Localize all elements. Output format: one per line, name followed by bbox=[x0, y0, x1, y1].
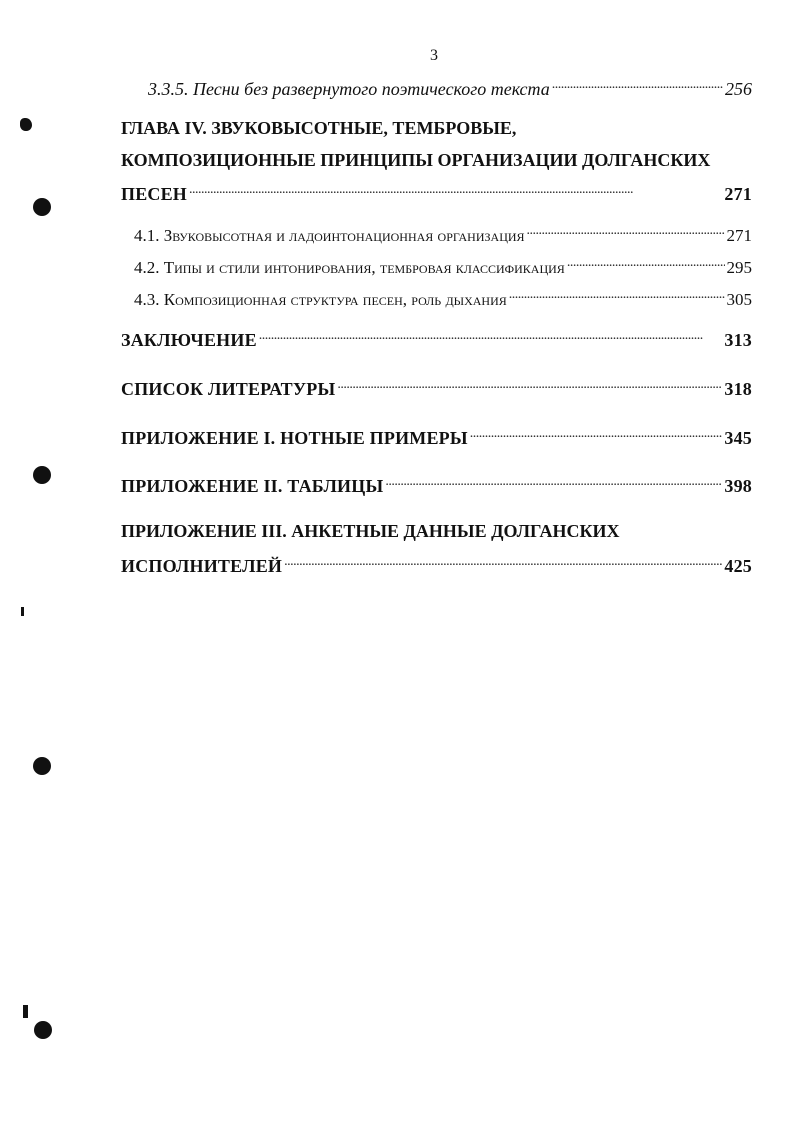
toc-chapter-4[interactable] bbox=[121, 182, 752, 205]
dot-leader bbox=[509, 288, 725, 305]
toc-entry-page: 271 bbox=[726, 226, 752, 245]
toc-entry-text: ЗАКЛЮЧЕНИЕ bbox=[121, 330, 257, 350]
toc-chapter-4-line1: ГЛАВА IV. ЗВУКОВЫСОТНЫЕ, ТЕМБРОВЫЕ, bbox=[121, 118, 517, 138]
toc-section-4-3[interactable] bbox=[134, 288, 752, 310]
toc-appendix-3-line1: ПРИЛОЖЕНИЕ III. АНКЕТНЫЕ ДАННЫЕ ДОЛГАНСКИХ bbox=[121, 521, 620, 541]
toc-entry-page: 256 bbox=[725, 79, 752, 99]
toc-appendix-2[interactable] bbox=[121, 474, 752, 497]
toc-entry-text: 4.3. Композиционная структура песен, роль дыхания bbox=[134, 290, 507, 309]
dot-leader bbox=[527, 224, 725, 241]
dot-leader bbox=[552, 77, 723, 95]
toc-appendix-1[interactable] bbox=[121, 426, 752, 449]
dot-leader bbox=[385, 474, 722, 492]
toc-bibliography[interactable] bbox=[121, 377, 752, 400]
dot-leader bbox=[337, 377, 722, 395]
toc-entry-text: 4.2. Типы и стили интонирования, тембровая классификация bbox=[134, 258, 565, 277]
toc-chapter-4-line2: КОМПОЗИЦИОННЫЕ ПРИНЦИПЫ ОРГАНИЗАЦИИ ДОЛГАНСКИХ bbox=[121, 150, 711, 170]
toc-entry-text: ПРИЛОЖЕНИЕ I. НОТНЫЕ ПРИМЕРЫ bbox=[121, 428, 468, 448]
toc-conclusion[interactable] bbox=[121, 328, 752, 351]
dot-leader bbox=[567, 256, 725, 273]
toc-entry-3-3-5[interactable] bbox=[148, 77, 752, 100]
dot-leader bbox=[470, 426, 723, 444]
toc-entry-page: 305 bbox=[726, 290, 752, 309]
toc-appendix-3[interactable] bbox=[121, 554, 752, 577]
toc-entry-page: 425 bbox=[724, 556, 752, 576]
toc-entry-text: 4.1. Звуковысотная и ладоинтонационная организация bbox=[134, 226, 525, 245]
toc-entry-page: 295 bbox=[726, 258, 752, 277]
toc-entry-text: ПЕСЕН bbox=[121, 184, 188, 204]
page-number: 3 bbox=[430, 47, 438, 64]
toc-section-4-2[interactable] bbox=[134, 256, 752, 278]
toc-entry-page: 398 bbox=[724, 476, 752, 496]
dot-leader bbox=[189, 182, 722, 200]
dot-leader bbox=[284, 554, 722, 572]
dot-leader bbox=[259, 328, 723, 346]
toc-section-4-1[interactable] bbox=[134, 224, 752, 246]
toc-entry-text: СПИСОК ЛИТЕРАТУРЫ bbox=[121, 379, 336, 399]
toc-entry-page: 313 bbox=[724, 330, 752, 350]
toc-entry-text: 3.3.5. Песни без развернутого поэтического текста bbox=[148, 79, 550, 99]
toc-entry-text: ПРИЛОЖЕНИЕ II. ТАБЛИЦЫ bbox=[121, 476, 384, 496]
toc-entry-page: 318 bbox=[724, 379, 752, 399]
toc-entry-text: ИСПОЛНИТЕЛЕЙ bbox=[121, 556, 283, 576]
toc-entry-page: 271 bbox=[724, 184, 752, 204]
toc-entry-page: 345 bbox=[724, 428, 752, 448]
